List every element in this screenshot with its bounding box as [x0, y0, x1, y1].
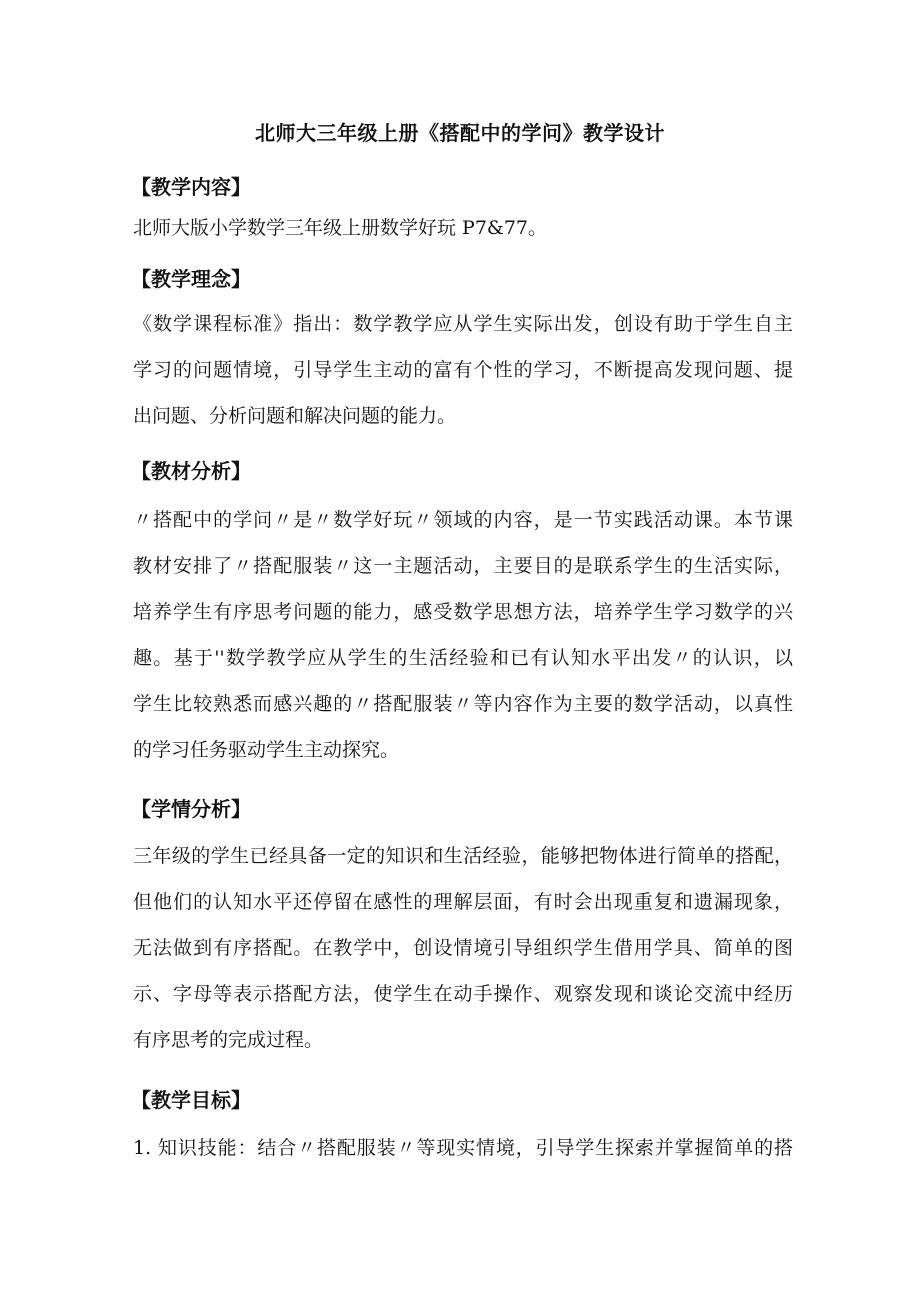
section-body-goals: [133, 1125, 793, 1171]
paragraph-line: 教材安排了〃搭配服装〃这一主题活动，主要目的是联系学生的生活实际，: [133, 555, 793, 577]
paragraph-line: 学习的问题情境，引导学生主动的富有个性的学习，不断提高发现问题、提: [133, 359, 793, 381]
section-body-material: [133, 497, 793, 773]
paragraph-line: 出问题、分析问题和解决问题的能力。: [133, 405, 457, 427]
paragraph-line: 有序思考的完成过程。: [133, 1029, 324, 1051]
section-heading-philosophy: 【教学理念】: [131, 267, 251, 291]
paragraph-line: 学生比较熟悉而感兴趣的〃搭配服装〃等内容作为主要的数学活动，以真性: [133, 693, 793, 715]
paragraph-line: 北师大版小学数学三年级上册数学好玩 P7&77。: [133, 217, 548, 239]
section-heading-material: 【教材分析】: [131, 459, 251, 483]
paragraph-line: 的学习任务驱动学生主动探究。: [133, 739, 400, 761]
paragraph-line: 《数学课程标准》指出：数学教学应从学生实际出发，创设有助于学生自主: [133, 313, 793, 335]
paragraph-line: 三年级的学生已经具备一定的知识和生活经验，能够把物体进行简单的搭配，: [133, 845, 793, 867]
paragraph-line: 趣。基于''数学教学应从学生的生活经验和已有认知水平出发〃的认识，以: [133, 647, 793, 669]
paragraph-line: 无法做到有序搭配。在教学中，创设情境引导组织学生借用学具、简单的图: [133, 937, 793, 959]
paragraph-line: 示、字母等表示搭配方法，使学生在动手操作、观察发现和谈论交流中经历: [133, 983, 793, 1005]
section-heading-students: 【学情分析】: [131, 797, 251, 821]
paragraph-line: 1. 知识技能：结合〃搭配服装〃等现实情境，引导学生探索并掌握简单的搭: [133, 1137, 793, 1159]
document-title: 北师大三年级上册《搭配中的学问》教学设计: [255, 121, 665, 145]
paragraph-line: 但他们的认知水平还停留在感性的理解层面，有时会出现重复和遗漏现象，: [133, 891, 793, 913]
section-heading-goals: 【教学目标】: [131, 1088, 251, 1112]
section-body-philosophy: [133, 301, 793, 439]
paragraph-line: 培养学生有序思考问题的能力，感受数学思想方法，培养学生学习数学的兴: [133, 601, 793, 623]
section-body-content: [133, 205, 793, 251]
paragraph-line: 〃搭配中的学问〃是〃数学好玩〃领域的内容，是一节实践活动课。本节课: [133, 509, 793, 531]
section-heading-content: 【教学内容】: [131, 175, 251, 199]
section-body-students: [133, 833, 793, 1063]
